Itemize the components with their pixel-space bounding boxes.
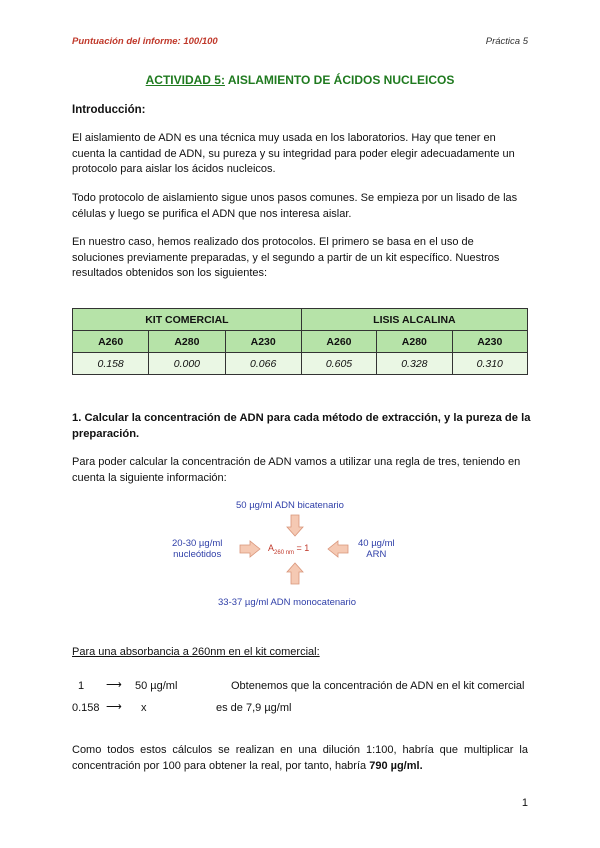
diagram-left-line2: nucleótidos bbox=[173, 549, 222, 560]
col-header: A230 bbox=[225, 331, 301, 353]
calc-r1-a: 1 bbox=[78, 680, 85, 692]
col-header: A280 bbox=[377, 331, 452, 353]
title-activity: ACTIVIDAD 5: bbox=[145, 73, 225, 87]
arrow-right-icon: ⟶ bbox=[106, 679, 122, 691]
calc-r2-text: es de 7,9 µg/ml bbox=[216, 702, 292, 714]
header-practice: Práctica 5 bbox=[485, 36, 528, 47]
paragraph-calc: Para poder calcular la concentración de ADN vamos a utilizar una regla de tres, teniendo en cuenta la siguiente información: bbox=[72, 456, 521, 484]
final-text: Como todos estos cálculos se realizan en una dilución 1:100, habría que multiplicar la concentración por 100 para obtener la real, por tanto, habría bbox=[72, 744, 528, 772]
col-header: A260 bbox=[301, 331, 376, 353]
calc-r1-text: Obtenemos que la concentración de ADN en el kit comercial bbox=[231, 680, 525, 692]
arrow-left-icon bbox=[328, 541, 348, 557]
paragraph-2: Todo protocolo de aislamiento sigue unos pasos comunes. Se empieza por un lisado de las células y luego se purifica el ADN que nos interesa aislar. bbox=[72, 192, 518, 220]
col-header: A260 bbox=[73, 331, 149, 353]
diagram-right-line1: 40 µg/ml bbox=[358, 538, 395, 549]
col-header: A230 bbox=[452, 331, 527, 353]
calc-r2-b: x bbox=[141, 702, 147, 714]
arrow-right-icon: ⟶ bbox=[106, 701, 122, 713]
arrow-up-icon bbox=[287, 563, 303, 584]
header-score: Puntuación del informe: 100/100 bbox=[72, 36, 218, 47]
calc-r1-b: 50 µg/ml bbox=[135, 680, 178, 692]
diagram-center-eq: = 1 bbox=[294, 543, 310, 553]
diagram-left-line1: 20-30 µg/ml bbox=[172, 538, 223, 549]
diagram-center-a: A bbox=[268, 543, 275, 553]
table-cell: 0.066 bbox=[225, 353, 301, 375]
title-rest: AISLAMIENTO DE ÁCIDOS NUCLEICOS bbox=[224, 73, 455, 87]
table-cell: 0.000 bbox=[149, 353, 225, 375]
diagram-top-label: 50 µg/ml ADN bicatenario bbox=[236, 500, 344, 511]
calc-subheading: Para una absorbancia a 260nm en el kit comercial: bbox=[72, 646, 320, 658]
table-cell: 0.158 bbox=[73, 353, 149, 375]
diagram-bottom-label: 33-37 µg/ml ADN monocatenario bbox=[218, 597, 357, 608]
diagram-center-equation bbox=[268, 543, 309, 556]
col-header: A280 bbox=[149, 331, 225, 353]
final-paragraph bbox=[72, 743, 528, 774]
diagram-right-line2: ARN bbox=[366, 549, 387, 560]
table-cell: 0.605 bbox=[301, 353, 376, 375]
calc-r2-a: 0.158 bbox=[72, 702, 100, 714]
question-1: 1. Calcular la concentración de ADN para cada método de extracción, y la pureza de la preparación. bbox=[72, 412, 531, 440]
paragraph-1: El aislamiento de ADN es una técnica muy usada en los laboratorios. Hay que tener en cuenta la cantidad de ADN, su pureza y su integridad para poder elegir adecuadamente un protocolo para aislar los ácidos nucleicos. bbox=[72, 132, 515, 175]
page-number: 1 bbox=[521, 797, 528, 809]
diagram-center-sub: 260 nm bbox=[274, 549, 295, 556]
arrow-down-icon bbox=[287, 515, 303, 536]
group-lisis-alcalina: LISIS ALCALINA bbox=[301, 309, 527, 331]
arrow-right-icon bbox=[240, 541, 260, 557]
table-cell: 0.328 bbox=[377, 353, 452, 375]
table-cell: 0.310 bbox=[452, 353, 527, 375]
paragraph-3: En nuestro caso, hemos realizado dos protocolos. El primero se basa en el uso de soluciones previamente preparadas, y el segundo a partir de un kit específico. Nuestros resultados obtenidos son los siguientes: bbox=[72, 236, 500, 279]
group-kit-comercial: KIT COMERCIAL bbox=[73, 309, 302, 331]
intro-heading: Introducción: bbox=[72, 104, 146, 116]
final-result: 790 µg/ml. bbox=[369, 759, 423, 772]
